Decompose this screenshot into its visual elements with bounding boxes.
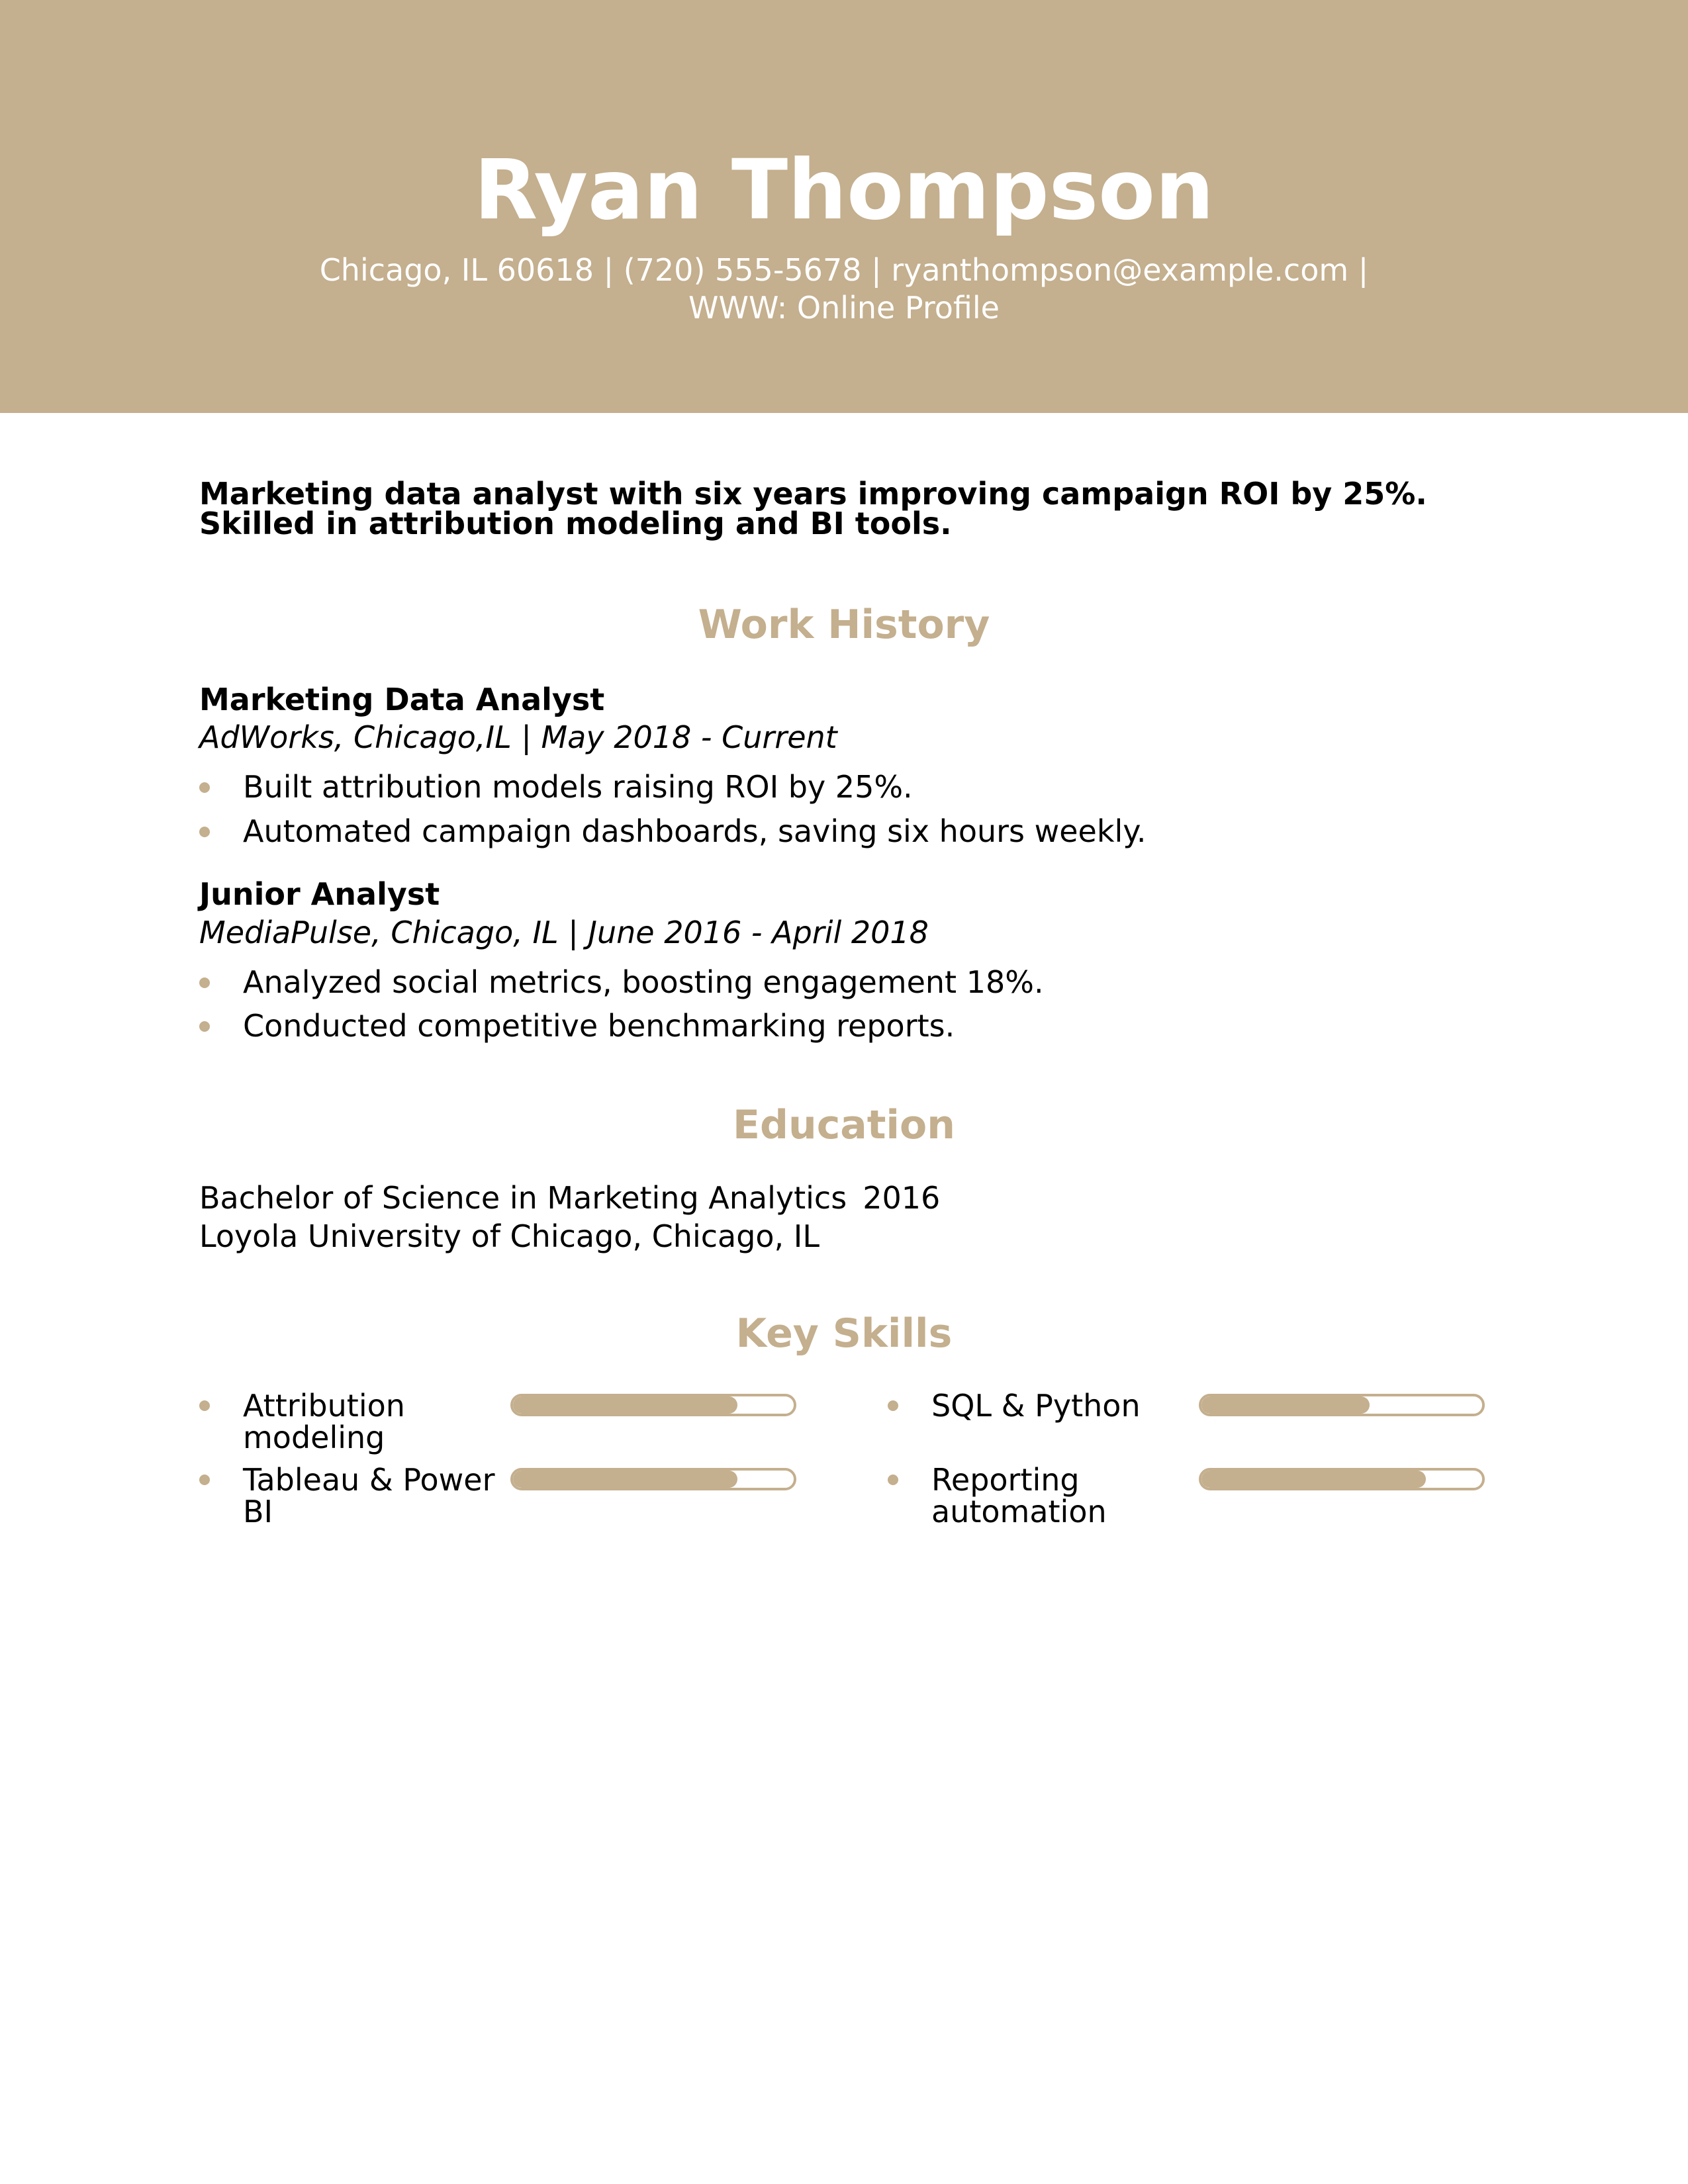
skill-level-fill [1201,1396,1370,1414]
skill-level-bar [1199,1468,1485,1490]
education-heading: Education [733,1102,955,1148]
contact-info [0,251,1688,327]
education-degree-line [199,1179,940,1216]
skill-item [199,1464,861,1537]
skill-label: SQL & Python [931,1388,1141,1424]
bullet-icon [199,1475,210,1485]
bullet-icon [888,1400,898,1411]
bullet-text: Conducted competitive benchmarking reports. [243,1008,955,1044]
bullet-text: Analyzed social metrics, boosting engagement 18%. [243,964,1044,1000]
job-title: Junior Analyst [199,876,440,912]
skill-level-bar [1199,1394,1485,1416]
summary-line-2: Skilled in attribution modeling and BI tools. [199,506,952,541]
skill-item [199,1390,861,1463]
contact-line-2: WWW: Online Profile [688,290,1000,326]
skill-level-fill [1201,1471,1426,1488]
education-year: 2016 [863,1180,941,1216]
bullet-text: Built attribution models raising ROI by 25%. [243,769,913,805]
key-skills-heading: Key Skills [735,1310,953,1357]
skill-item [888,1464,1550,1537]
job-bullet [199,768,1523,805]
summary-line-1: Marketing data analyst with six years improving campaign ROI by 25%. [199,476,1427,512]
education-school: Loyola University of Chicago, Chicago, IL [199,1218,820,1254]
skill-level-fill [513,1471,737,1488]
bullet-icon [199,827,210,837]
job-company-dates: MediaPulse, Chicago, IL | June 2016 - April 2018 [199,915,929,950]
header-banner [0,0,1688,413]
candidate-name: Ryan Thompson [473,142,1215,238]
skill-label: Tableau & Power BI [243,1462,495,1529]
skill-level-bar [510,1394,796,1416]
bullet-icon [199,1400,210,1411]
professional-summary [199,476,1490,541]
bullet-icon [199,1021,210,1032]
job-bullet [199,964,1523,1001]
skill-label: Attribution modeling [243,1388,405,1455]
job-bullet [199,1007,1523,1044]
contact-line-1: Chicago, IL 60618 | (720) 555-5678 | ryanthompson@example.com | [319,252,1369,288]
job-company-dates: AdWorks, Chicago,IL | May 2018 - Current [199,719,837,755]
education-degree: Bachelor of Science in Marketing Analytics [199,1180,847,1216]
skill-item [888,1390,1550,1463]
skill-level-fill [513,1396,737,1414]
job-bullet [199,813,1523,850]
bullet-text: Automated campaign dashboards, saving six hours weekly. [243,813,1147,849]
job-title: Marketing Data Analyst [199,682,605,717]
skill-level-bar [510,1468,796,1490]
skill-label: Reporting automation [931,1462,1107,1529]
bullet-icon [199,978,210,988]
work-history-heading: Work History [698,602,990,648]
bullet-icon [199,782,210,793]
bullet-icon [888,1475,898,1485]
